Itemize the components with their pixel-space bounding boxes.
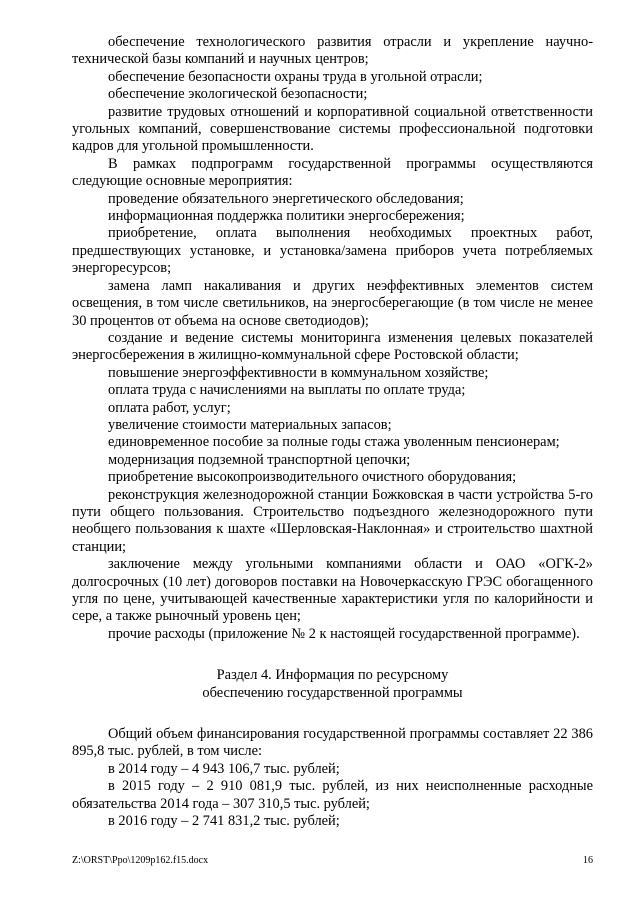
top-paragraphs bbox=[72, 34, 593, 643]
paragraph: в 2015 году – 2 910 081,9 тыс. рублей, из них неисполненные расходные обязательства 2014 года – 307 310,5 тыс. рублей; bbox=[72, 778, 593, 812]
paragraph: замена ламп накаливания и других неэффективных элементов систем освещения, в том числе светильников, на энергосберегающие (в том числе не менее 30 процентов от объема на основе светодиодов); bbox=[72, 277, 593, 329]
bottom-paragraphs bbox=[72, 726, 593, 830]
section-heading bbox=[72, 667, 593, 702]
footer-file-path: Z:\ORST\Ppo\1209p162.f15.docx bbox=[72, 855, 209, 866]
paragraph: развитие трудовых отношений и корпоративной социальной ответственности угольных компаний, совершенствование системы профессиональной подготовки кадров для угольной промышленности. bbox=[72, 103, 593, 155]
paragraph: в 2016 году – 2 741 831,2 тыс. рублей; bbox=[108, 813, 340, 830]
paragraph: модернизация подземной транспортной цепочки; bbox=[108, 451, 411, 468]
paragraph: оплата работ, услуг; bbox=[108, 399, 231, 416]
paragraph: информационная поддержка политики энергосбережения; bbox=[108, 208, 465, 225]
paragraph: заключение между угольными компаниями области и ОАО «ОГК-2» долгосрочных (10 лет) договоров поставки на Новочеркасскую ГРЭС обогащенного угля по цене, учитывающей качественные характеристики угля по калорийности и сере, а также рыночный уровень цен; bbox=[72, 556, 593, 625]
paragraph: обеспечение технологического развития отрасли и укрепление научно-технической базы компаний и научных центров; bbox=[72, 34, 593, 68]
paragraph: в 2014 году – 4 943 106,7 тыс. рублей; bbox=[108, 760, 340, 777]
page-footer bbox=[72, 855, 593, 867]
paragraph: обеспечение экологической безопасности; bbox=[108, 86, 368, 103]
paragraph: Общий объем финансирования государственной программы составляет 22 386 895,8 тыс. рублей, в том числе: bbox=[72, 726, 593, 760]
paragraph: обеспечение безопасности охраны труда в угольной отрасли; bbox=[108, 68, 483, 85]
section-heading-line-2: обеспечению государственной программы bbox=[202, 684, 463, 701]
paragraph: создание и ведение системы мониторинга изменения целевых показателей энергосбережения в жилищно-коммунальной сфере Ростовской области; bbox=[72, 329, 593, 364]
paragraph: увеличение стоимости материальных запасов; bbox=[108, 416, 392, 433]
page-number: 16 bbox=[583, 855, 593, 866]
paragraph: В рамках подпрограмм государственной программы осуществляются следующие основные мероприятия: bbox=[72, 155, 593, 190]
paragraph: оплата труда с начислениями на выплаты по оплате труда; bbox=[108, 382, 466, 399]
paragraph: прочие расходы (приложение № 2 к настоящей государственной программе). bbox=[108, 625, 580, 642]
paragraph: проведение обязательного энергетического обследования; bbox=[108, 190, 464, 207]
document-page bbox=[72, 34, 593, 830]
paragraph: повышение энергоэффективности в коммунальном хозяйстве; bbox=[108, 364, 489, 381]
paragraph: приобретение, оплата выполнения необходимых проектных работ, предшествующих установке, и установка/замена приборов учета потребляемых энергоресурсов; bbox=[72, 225, 593, 277]
paragraph: реконструкция железнодорожной станции Божковская в части устройства 5-го пути общего пользования. Строительство подъездного железнодорожного пути необщего пользования к шахте «Шерловская-Наклонная» и строительство шахтной станции; bbox=[72, 486, 593, 555]
paragraph: приобретение высокопроизводительного очистного оборудования; bbox=[108, 469, 517, 486]
section-heading-line-1: Раздел 4. Информация по ресурсному bbox=[216, 667, 449, 684]
paragraph: единовременное пособие за полные годы стажа уволенным пенсионерам; bbox=[108, 434, 560, 451]
